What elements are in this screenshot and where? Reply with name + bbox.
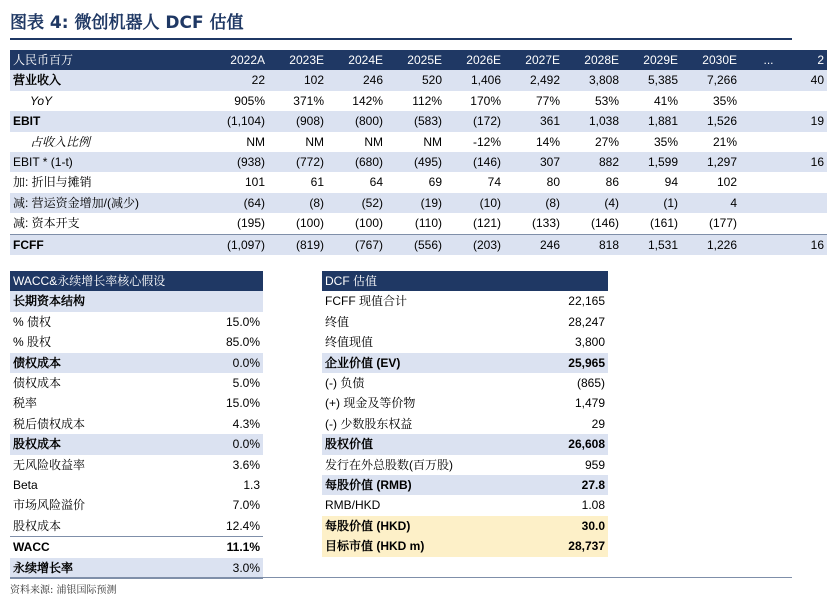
cell: (52) — [327, 193, 386, 213]
cell: 28,737 — [512, 536, 608, 556]
cell: (121) — [472, 216, 501, 231]
row-label: (-) 少数股东权益 — [325, 416, 413, 431]
cell: (161) — [649, 216, 678, 231]
year-header: 2024E — [327, 50, 386, 70]
cell: (133) — [531, 216, 560, 231]
cell: 1,599 — [622, 152, 681, 172]
cell — [797, 91, 827, 111]
cell: 7.0% — [232, 498, 261, 513]
row-label: YoY — [30, 93, 53, 108]
cell: 11.1% — [180, 537, 263, 558]
table-row — [10, 172, 827, 192]
cell: (8) — [268, 193, 327, 213]
table-row — [10, 234, 827, 255]
page-title: 图表 4: 微创机器人 DCF 估值 — [10, 13, 244, 33]
cell: (64) — [203, 193, 268, 213]
table-row — [322, 495, 608, 515]
cell: 16 — [797, 234, 827, 255]
unit-label: 人民币百万 — [10, 50, 203, 70]
row-label: 股权成本 — [13, 518, 62, 533]
table-row — [10, 393, 263, 413]
cell: 0.0% — [180, 353, 263, 373]
cell: 26,608 — [512, 434, 608, 454]
cell: 53% — [594, 93, 619, 108]
cell: (4) — [563, 193, 622, 213]
table-row — [322, 434, 608, 454]
cell: 1,881 — [622, 111, 681, 131]
row-label: 无风险收益率 — [13, 457, 86, 472]
wacc-header: WACC&永续增长率核心假设 — [10, 271, 263, 291]
table-row — [10, 312, 263, 332]
table-row — [322, 475, 608, 495]
cell: 1,531 — [622, 234, 681, 255]
cell: 69 — [428, 175, 442, 190]
row-label: % 债权 — [13, 314, 52, 329]
cell: 1,226 — [681, 234, 740, 255]
cell: 959 — [584, 457, 605, 472]
cell: 1,406 — [445, 70, 504, 90]
cell: 3.0% — [180, 558, 263, 579]
cell: (772) — [268, 152, 327, 172]
cell: (172) — [445, 111, 504, 131]
row-label: 减: 营运资金增加/(减少) — [10, 193, 203, 213]
cell: -12% — [472, 134, 501, 149]
table-row — [322, 332, 608, 352]
cell: 246 — [504, 234, 563, 255]
row-label: 加: 折旧与摊销 — [13, 175, 92, 190]
cell: 5,385 — [622, 70, 681, 90]
cell: NM — [305, 134, 324, 149]
table-row — [322, 516, 608, 536]
cell: 4 — [681, 193, 740, 213]
cell: (800) — [327, 111, 386, 131]
table-row — [10, 414, 263, 434]
row-label: 占收入比例 — [30, 134, 91, 149]
cell: 101 — [244, 175, 265, 190]
cell: 102 — [268, 70, 327, 90]
cell — [797, 193, 827, 213]
cell — [740, 193, 797, 213]
cell: 1,297 — [681, 152, 740, 172]
cell: 40 — [797, 70, 827, 90]
cell: (908) — [268, 111, 327, 131]
cell: 28,247 — [568, 314, 605, 329]
dcf-header-row — [322, 271, 608, 291]
row-label: 永续增长率 — [10, 558, 180, 579]
cell: 14% — [535, 134, 560, 149]
cell: 818 — [563, 234, 622, 255]
table-row — [322, 393, 608, 413]
table-row — [10, 373, 263, 393]
cell: 371% — [293, 93, 324, 108]
title-underline — [10, 38, 792, 40]
row-label: 债权成本 — [10, 353, 180, 373]
row-label: 长期资本结构 — [10, 291, 180, 311]
cell: 80 — [546, 175, 560, 190]
year-header: 2025E — [386, 50, 445, 70]
cell: (177) — [708, 216, 737, 231]
fcff-projection-table — [10, 50, 827, 255]
cell: 520 — [386, 70, 445, 90]
row-label: 发行在外总股数(百万股) — [325, 457, 453, 472]
row-label: 目标市值 (HKD m) — [322, 536, 512, 556]
cell: NM — [364, 134, 383, 149]
cell: 86 — [605, 175, 619, 190]
year-header: 2028E — [563, 50, 622, 70]
table-row — [10, 434, 263, 454]
cell: 1,479 — [574, 396, 605, 411]
row-label: 企业价值 (EV) — [322, 353, 512, 373]
cell: (203) — [445, 234, 504, 255]
row-label: 终值 — [325, 314, 350, 329]
cell — [180, 291, 263, 311]
cell — [740, 172, 797, 192]
row-label: 终值现值 — [325, 335, 374, 350]
row-label: (-) 负债 — [325, 376, 365, 391]
table-row — [10, 291, 263, 311]
row-label: 税率 — [13, 396, 38, 411]
cell: (146) — [445, 152, 504, 172]
cell: 74 — [487, 175, 501, 190]
table-row — [322, 455, 608, 475]
year-header: ... — [740, 50, 797, 70]
table-row — [10, 91, 827, 111]
row-label: (+) 现金及等价物 — [325, 396, 416, 411]
row-label: FCFF — [10, 234, 203, 255]
table-row — [10, 537, 263, 558]
cell: 94 — [664, 175, 678, 190]
cell: 0.0% — [180, 434, 263, 454]
cell — [740, 70, 797, 90]
cell: (100) — [354, 216, 383, 231]
cell: 4.3% — [232, 416, 261, 431]
row-label: RMB/HKD — [325, 498, 381, 513]
table-row — [322, 373, 608, 393]
cell: (767) — [327, 234, 386, 255]
cell: 307 — [504, 152, 563, 172]
cell: 361 — [504, 111, 563, 131]
cell — [740, 213, 797, 234]
cell: 25,965 — [512, 353, 608, 373]
table-row — [322, 536, 608, 556]
cell — [740, 91, 797, 111]
table-row — [10, 193, 827, 213]
cell: 1.3 — [243, 478, 261, 493]
cell: 1,526 — [681, 111, 740, 131]
table-row — [10, 516, 263, 537]
cell: (583) — [386, 111, 445, 131]
cell: (110) — [414, 216, 442, 231]
cell: 5.0% — [232, 376, 261, 391]
table-row — [10, 495, 263, 515]
cell: (865) — [576, 376, 605, 391]
cell: 905% — [234, 93, 265, 108]
table-row — [322, 414, 608, 434]
cell — [740, 111, 797, 131]
cell: NM — [423, 134, 442, 149]
cell: (146) — [590, 216, 619, 231]
dcf-header: DCF 估值 — [322, 271, 608, 291]
cell: 102 — [716, 175, 737, 190]
row-label: 营业收入 — [10, 70, 203, 90]
cell: (1,097) — [203, 234, 268, 255]
year-header: 2029E — [622, 50, 681, 70]
table-row — [10, 132, 827, 152]
row-label: 股权成本 — [10, 434, 180, 454]
table-row — [10, 353, 263, 373]
cell: 29 — [591, 416, 605, 431]
cell: (819) — [268, 234, 327, 255]
cell: (8) — [504, 193, 563, 213]
cell — [740, 152, 797, 172]
cell: 7,266 — [681, 70, 740, 90]
row-label: 债权成本 — [13, 376, 62, 391]
cell: (195) — [236, 216, 265, 231]
cell: 112% — [412, 93, 442, 108]
wacc-header-row — [10, 271, 263, 291]
cell — [797, 213, 827, 234]
cell: 22,165 — [568, 294, 605, 309]
table-row — [322, 353, 608, 373]
table-row — [10, 475, 263, 495]
cell — [797, 172, 827, 192]
cell: 16 — [797, 152, 827, 172]
cell: 3.6% — [232, 457, 261, 472]
row-label: 股权价值 — [322, 434, 512, 454]
table-row — [322, 291, 608, 311]
cell: 27.8 — [512, 475, 608, 495]
cell: NM — [246, 134, 265, 149]
cell: 64 — [369, 175, 383, 190]
year-header: 2023E — [268, 50, 327, 70]
cell: 1,038 — [563, 111, 622, 131]
cell: 77% — [535, 93, 560, 108]
table-row — [10, 213, 827, 234]
row-label: Beta — [13, 478, 38, 493]
cell: 21% — [712, 134, 737, 149]
cell: 85.0% — [225, 335, 261, 350]
cell: 35% — [712, 93, 737, 108]
table-row — [10, 70, 827, 90]
cell: (680) — [327, 152, 386, 172]
cell: 3,800 — [574, 335, 605, 350]
wacc-assumptions-table — [10, 271, 263, 579]
cell: 3,808 — [563, 70, 622, 90]
cell: 22 — [203, 70, 268, 90]
cell — [740, 132, 797, 152]
cell: 246 — [327, 70, 386, 90]
cell: (10) — [445, 193, 504, 213]
year-header: 2030E — [681, 50, 740, 70]
cell: (938) — [203, 152, 268, 172]
cell: 27% — [594, 134, 619, 149]
row-label: EBIT * (1-t) — [10, 152, 203, 172]
table-row — [10, 111, 827, 131]
year-header: 2027E — [504, 50, 563, 70]
cell: 30.0 — [512, 516, 608, 536]
row-label: 减: 资本开支 — [13, 216, 80, 231]
cell: 170% — [470, 93, 501, 108]
cell: (100) — [295, 216, 324, 231]
table-row — [10, 152, 827, 172]
cell: (19) — [386, 193, 445, 213]
row-label: EBIT — [10, 111, 203, 131]
year-header: 2 — [797, 50, 827, 70]
cell: 142% — [352, 93, 383, 108]
cell: (1,104) — [203, 111, 268, 131]
cell: 1.08 — [581, 498, 605, 513]
row-label: 税后债权成本 — [13, 416, 86, 431]
row-label: 每股价值 (RMB) — [322, 475, 512, 495]
dcf-valuation-table — [322, 271, 608, 557]
cell: 61 — [310, 175, 324, 190]
row-label: 每股价值 (HKD) — [322, 516, 512, 536]
table-row — [10, 455, 263, 475]
table-row — [10, 558, 263, 579]
cell: (495) — [386, 152, 445, 172]
cell: 41% — [653, 93, 678, 108]
cell: 19 — [797, 111, 827, 131]
projection-header-row — [10, 50, 827, 70]
cell: (556) — [386, 234, 445, 255]
table-row — [10, 332, 263, 352]
table-row — [322, 312, 608, 332]
row-label: 市场风险溢价 — [13, 498, 86, 513]
cell: 35% — [653, 134, 678, 149]
year-header: 2026E — [445, 50, 504, 70]
cell: 15.0% — [225, 396, 261, 411]
cell — [740, 234, 797, 255]
row-label: FCFF 现值合计 — [325, 294, 407, 309]
cell: 882 — [563, 152, 622, 172]
row-label: WACC — [10, 537, 180, 558]
row-label: % 股权 — [13, 335, 52, 350]
year-header: 2022A — [203, 50, 268, 70]
footer-rule — [10, 577, 792, 578]
source-note: 资料来源: 浦银国际预测 — [10, 585, 117, 596]
cell: (1) — [622, 193, 681, 213]
cell — [797, 132, 827, 152]
cell: 2,492 — [504, 70, 563, 90]
cell: 12.4% — [225, 518, 261, 533]
cell: 15.0% — [225, 314, 261, 329]
